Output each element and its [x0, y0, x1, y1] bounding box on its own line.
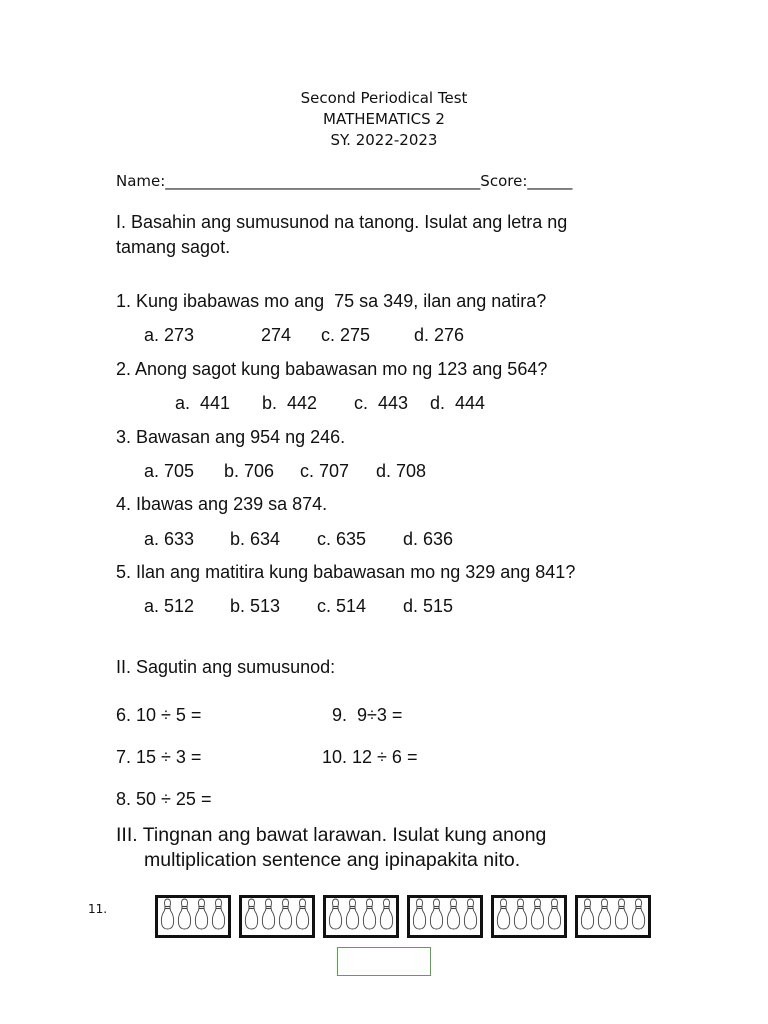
pin-group-box	[155, 895, 231, 938]
q3-choice-a: a. 705	[144, 461, 195, 481]
q5-choice-d: d. 515	[403, 596, 454, 616]
bowling-pin-icon	[631, 898, 646, 935]
pin-group-box	[407, 895, 483, 938]
bowling-pin-icon	[513, 898, 528, 935]
question-1: 1. Kung ibabawas mo ang 75 sa 349, ilan ang natira?	[116, 291, 547, 311]
section1-instruction-cont: tamang sagot.	[116, 237, 231, 257]
bowling-pin-icon	[362, 898, 377, 935]
q4-choice-c: c. 635	[317, 529, 367, 549]
item-6: 6. 10 ÷ 5 =	[116, 705, 202, 725]
item-11-number: 11.	[88, 902, 108, 916]
q2-choice-d: d. 444	[430, 393, 486, 413]
answer-box[interactable]	[337, 947, 431, 976]
question-2: 2. Anong sagot kung babawasan mo ng 123 ang 564?	[116, 359, 548, 379]
pin-groups	[155, 895, 651, 938]
q3-choice-d: d. 708	[376, 461, 427, 481]
bowling-pin-icon	[295, 898, 310, 935]
bowling-pin-icon	[177, 898, 192, 935]
pin-group-box	[575, 895, 651, 938]
q3-choice-c: c. 707	[300, 461, 350, 481]
q4-choice-b: b. 634	[230, 529, 281, 549]
bowling-pin-icon	[194, 898, 209, 935]
section3-instruction-cont: multiplication sentence ang ipinapakita nito.	[144, 849, 521, 871]
bowling-pin-icon	[614, 898, 629, 935]
bowling-pin-icon	[328, 898, 343, 935]
question-5: 5. Ilan ang matitira kung babawasan mo ng 329 ang 841?	[116, 562, 576, 582]
q4-choice-a: a. 633	[144, 529, 195, 549]
q1-choice-a: a. 273	[144, 325, 195, 345]
item-8: 8. 50 ÷ 25 =	[116, 789, 212, 809]
subject-title: MATHEMATICS 2	[323, 110, 445, 128]
bowling-pin-icon	[496, 898, 511, 935]
q4-choice-d: d. 636	[403, 529, 454, 549]
pin-group-box	[323, 895, 399, 938]
bowling-pin-icon	[547, 898, 562, 935]
bowling-pin-icon	[278, 898, 293, 935]
bowling-pin-icon	[244, 898, 259, 935]
q1-choice-b: 274	[261, 325, 292, 345]
bowling-pin-icon	[261, 898, 276, 935]
question-4: 4. Ibawas ang 239 sa 874.	[116, 494, 328, 514]
section3-instruction: III. Tingnan ang bawat larawan. Isulat kung anong	[116, 824, 547, 846]
bowling-pin-icon	[412, 898, 427, 935]
bowling-pin-icon	[580, 898, 595, 935]
q2-choice-a: a. 441	[175, 393, 231, 413]
section1-instruction: I. Basahin ang sumusunod na tanong. Isulat ang letra ng	[116, 212, 568, 232]
q2-choice-c: c. 443	[354, 393, 409, 413]
school-year: SY. 2022-2023	[330, 131, 438, 149]
q5-choice-a: a. 512	[144, 596, 195, 616]
item-9: 9. 9÷3 =	[332, 705, 403, 725]
section2-title: II. Sagutin ang sumusunod:	[116, 657, 336, 677]
bowling-pin-icon	[211, 898, 226, 935]
test-title: Second Periodical Test	[300, 89, 468, 107]
q5-choice-b: b. 513	[230, 596, 281, 616]
q5-choice-c: c. 514	[317, 596, 367, 616]
bowling-pin-icon	[446, 898, 461, 935]
bowling-pin-icon	[379, 898, 394, 935]
item-7: 7. 15 ÷ 3 =	[116, 747, 202, 767]
pin-group-box	[491, 895, 567, 938]
bowling-pin-icon	[597, 898, 612, 935]
bowling-pin-icon	[160, 898, 175, 935]
bowling-pin-icon	[345, 898, 360, 935]
bowling-pin-icon	[429, 898, 444, 935]
pin-group-box	[239, 895, 315, 938]
q1-choice-c: c. 275	[321, 325, 371, 345]
question-3: 3. Bawasan ang 954 ng 246.	[116, 427, 346, 447]
name-score-line[interactable]: Name:__________________________________________Score:______	[116, 172, 573, 190]
q3-choice-b: b. 706	[224, 461, 275, 481]
bowling-pin-icon	[530, 898, 545, 935]
q2-choice-b: b. 442	[262, 393, 318, 413]
bowling-pin-icon	[463, 898, 478, 935]
item-10: 10. 12 ÷ 6 =	[322, 747, 418, 767]
q1-choice-d: d. 276	[414, 325, 465, 345]
